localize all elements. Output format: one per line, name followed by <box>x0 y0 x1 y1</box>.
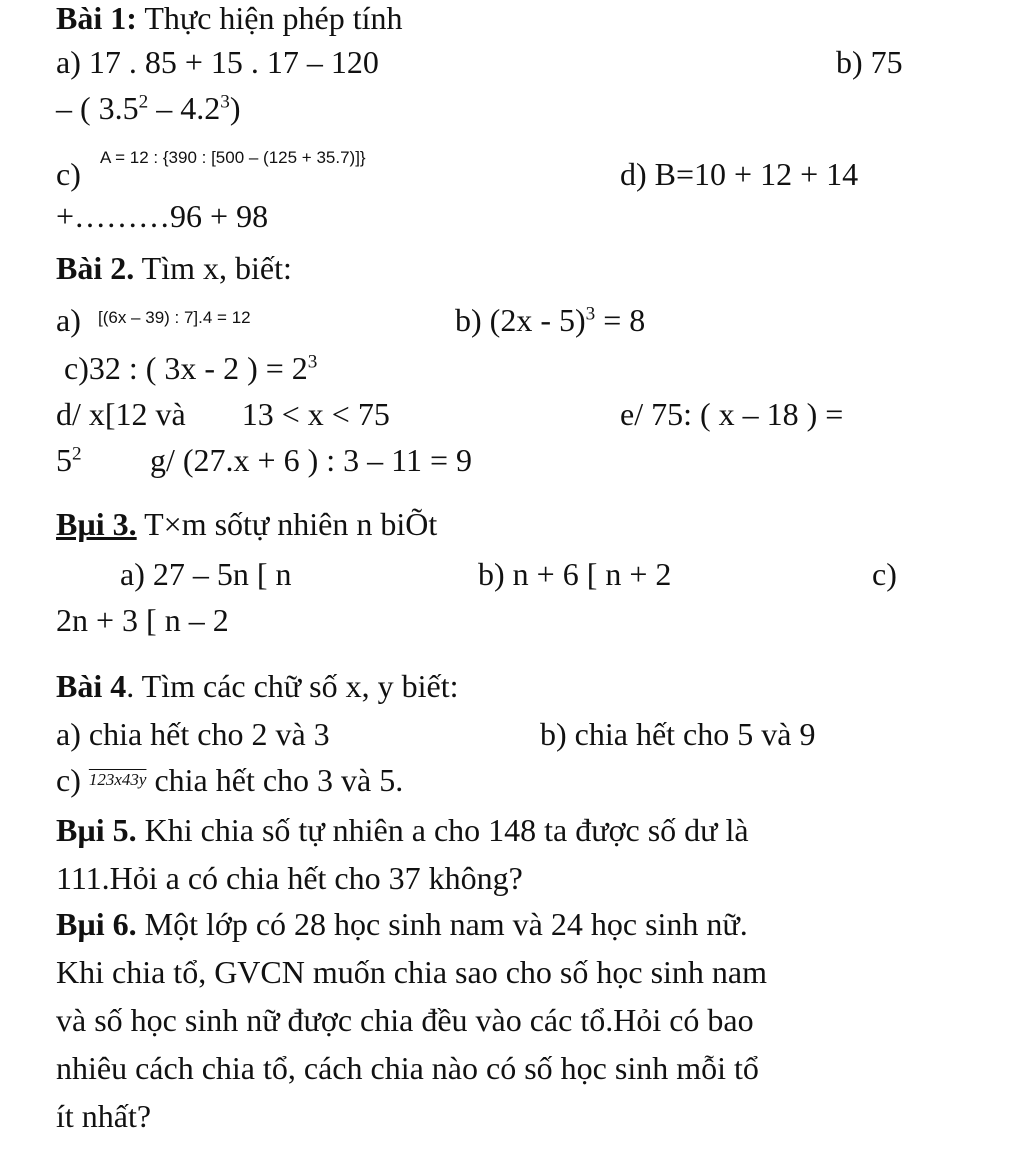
exercise-2a-expression: [(6x – 39) : 7].4 = 12 <box>98 308 251 327</box>
exercise-6-line-5: ít nhất? <box>56 1098 152 1134</box>
exercise-1b: b) 75 <box>836 44 903 80</box>
exercise-2-instruction: Tìm x, biết: <box>134 250 292 286</box>
exercise-2-heading <box>56 250 292 286</box>
exercise-1-title: Bài 1: <box>56 0 137 36</box>
exercise-2-title: Bài 2. <box>56 250 135 286</box>
exercise-1c-label: c) <box>56 156 81 192</box>
exercise-4c: c) 123x43y chia hết cho 3 và 5. <box>56 762 404 798</box>
exercise-1-heading <box>56 0 402 36</box>
exercise-2e-continued: $5^2$ <box>56 442 82 478</box>
exercise-1a: a) 17 . 85 + 15 . 17 – 120 <box>56 44 379 80</box>
exercise-6-line-1: Bµi 6. Một lớp có 28 học sinh nam và 24 học sinh nữ. <box>56 906 748 942</box>
exercise-2g: g/ (27.x + 6 ) : 3 – 11 = 9 <box>150 442 472 478</box>
exercise-5-line-2: 111.Hỏi a có chia hết cho 37 không? <box>56 860 523 896</box>
exercise-2c: c)32 : ( 3x - 2 ) = $2^3$ <box>64 350 318 386</box>
exercise-4-title: Bài 4 <box>56 668 127 704</box>
exercise-4-instruction: . Tìm các chữ số x, y biết: <box>126 668 459 704</box>
exercise-1d: d) B=10 + 12 + 14 <box>620 156 859 192</box>
exercise-3a: a) 27 – 5n [ n <box>120 556 292 592</box>
exercise-6-line-2: Khi chia tổ, GVCN muốn chia sao cho số học sinh nam <box>56 954 767 990</box>
exercise-6-line-3: và số học sinh nữ được chia đều vào các tổ.Hỏi có bao <box>56 1002 754 1038</box>
exercise-1d-continued: +………96 + 98 <box>56 198 269 234</box>
exercise-4a: a) chia hết cho 2 và 3 <box>56 716 330 752</box>
exercise-1b-continued: – ( $3.5^2 - 4.2^3$) <box>56 90 241 126</box>
exercise-2d: d/ x[12 và 13 < x < 75 <box>56 396 390 432</box>
exercise-6-title: Bµi 6. <box>56 906 137 942</box>
exercise-1-instruction: Thực hiện phép tính <box>136 0 403 36</box>
exercise-6-line-4: nhiêu cách chia tổ, cách chia nào có số học sinh mỗi tổ <box>56 1050 759 1086</box>
exercise-4b: b) chia hết cho 5 và 9 <box>540 716 816 752</box>
exercise-1c-expression: A = 12 : {390 : [500 – (125 + 35.7)]} <box>100 148 366 167</box>
exercise-2a-label: a) <box>56 302 81 338</box>
exercise-4c-number: 123x43y <box>88 770 147 789</box>
exercise-3-heading <box>56 506 437 542</box>
exercise-3c: 2n + 3 [ n – 2 <box>56 602 229 638</box>
exercise-2b: b) (2x - 5)$^3$ = 8 <box>455 302 646 338</box>
exercise-5-line-1: Bµi 5. Khi chia số tự nhiên a cho 148 ta được số dư là <box>56 812 749 848</box>
exercise-3c-label: c) <box>872 556 897 592</box>
exercise-2e: e/ 75: ( x – 18 ) = <box>620 396 844 432</box>
exercise-4-heading <box>56 668 458 704</box>
exercise-5-title: Bµi 5. <box>56 812 137 848</box>
exercise-3-title: Bµi 3. <box>56 506 137 542</box>
exercise-3b: b) n + 6 [ n + 2 <box>478 556 672 592</box>
exercise-3-instruction: T×m sốtự nhiên n biÕt <box>136 506 438 542</box>
